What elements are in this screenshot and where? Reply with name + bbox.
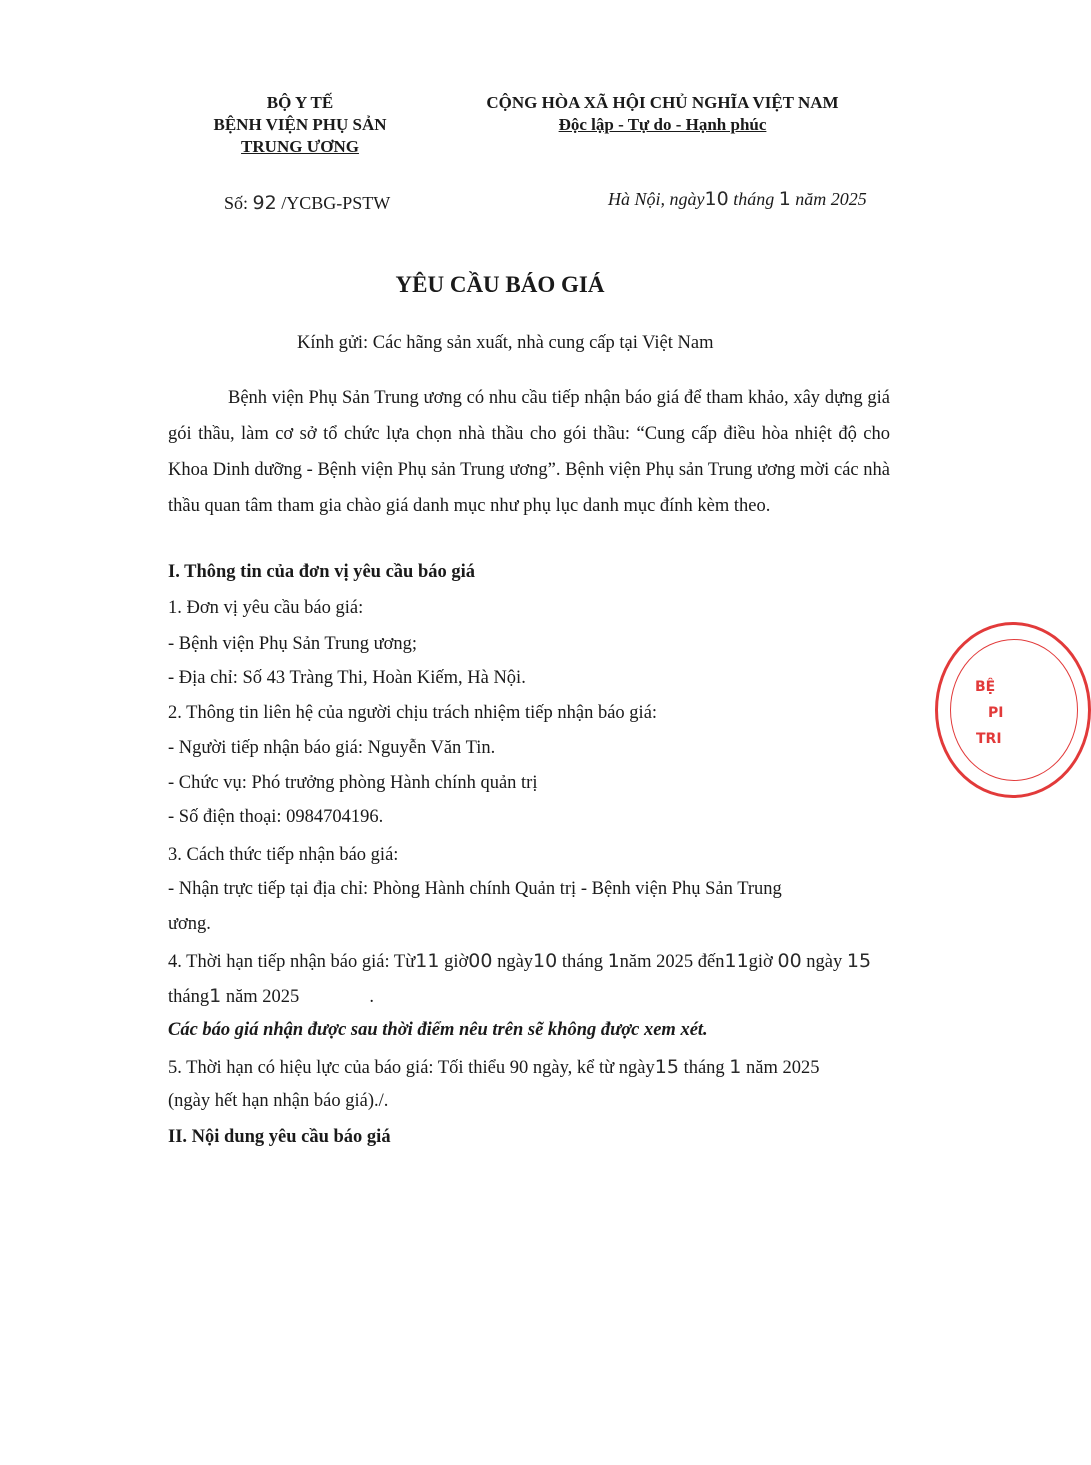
document-title: YÊU CẦU BÁO GIÁ [395,272,605,297]
section2-heading: II. Nội dung yêu cầu báo giá [168,1127,391,1147]
hospital-name-line1: BỆNH VIỆN PHỤ SẢN [213,115,387,134]
method-line1: - Nhận trực tiếp tại địa chỉ: Phòng Hành chính Quản trị - Bệnh viện Phụ Sản Trung [168,879,782,899]
hospital-name-line2: TRUNG ƯƠNG [241,137,359,156]
ministry-name: BỘ Y TẾ [266,93,334,112]
handwritten-day: 10 [704,188,729,210]
item5-validity-cont: (ngày hết hạn nhận báo giá)./. [168,1091,389,1111]
receiver-phone: - Số điện thoại: 0984704196. [168,807,384,827]
country-name: CỘNG HÒA XÃ HỘI CHỦ NGHĨA VIỆT NAM [486,93,839,112]
red-seal-stamp: BỆ PI TRI [935,622,1091,798]
unit-name: - Bệnh viện Phụ Sản Trung ương; [168,634,418,654]
agency-header [200,92,400,158]
unit-address: - Địa chỉ: Số 43 Tràng Thi, Hoàn Kiếm, Hà Nội. [168,668,526,688]
document-date: Hà Nội, ngày10 tháng 1 năm 2025 [608,188,867,210]
national-motto: Độc lập - Tự do - Hạnh phúc [558,115,767,134]
late-quote-warning: Các báo giá nhận được sau thời điểm nêu trên sẽ không được xem xét. [168,1020,708,1040]
national-header [455,92,870,136]
receiver-position: - Chức vụ: Phó trưởng phòng Hành chính quản trị [168,773,538,793]
item5-validity: 5. Thời hạn có hiệu lực của báo giá: Tối thiểu 90 ngày, kể từ ngày15 tháng 1 năm 2025 [168,1056,820,1078]
item1-label: 1. Đơn vị yêu cầu báo giá: [168,598,364,618]
handwritten-month: 1 [778,188,791,210]
handwritten-number: 92 [252,192,277,214]
item2-label: 2. Thông tin liên hệ của người chịu trách nhiệm tiếp nhận báo giá: [168,703,658,723]
receiver-name: - Người tiếp nhận báo giá: Nguyễn Văn Tin. [168,738,496,758]
item4-deadline-cont: tháng1 năm 2025 . [168,985,374,1007]
section1-heading: I. Thông tin của đơn vị yêu cầu báo giá [168,562,476,582]
method-line2: ương. [168,914,211,934]
item3-label: 3. Cách thức tiếp nhận báo giá: [168,845,399,865]
document-number: Số: 92 /YCBG-PSTW [224,192,391,214]
recipient-line: Kính gửi: Các hãng sản xuất, nhà cung cấp tại Việt Nam [297,333,714,353]
intro-paragraph: Bệnh viện Phụ Sản Trung ương có nhu cầu tiếp nhận báo giá để tham khảo, xây dựng giá gói thầu, làm cơ sở tổ chức lựa chọn nhà thầu cho gói thầu: “Cung cấp điều hòa nhiệt độ cho Khoa Dinh dưỡng - Bệnh viện Phụ sản Trung ương”. Bệnh viện Phụ sản Trung ương mời các nhà thầu quan tâm tham gia chào giá danh mục như phụ lục danh mục đính kèm theo. [168,388,890,516]
item4-deadline: 4. Thời hạn tiếp nhận báo giá: Từ11 giờ00 ngày10 tháng 1năm 2025 đến11giờ 00 ngày 15 [168,950,872,972]
